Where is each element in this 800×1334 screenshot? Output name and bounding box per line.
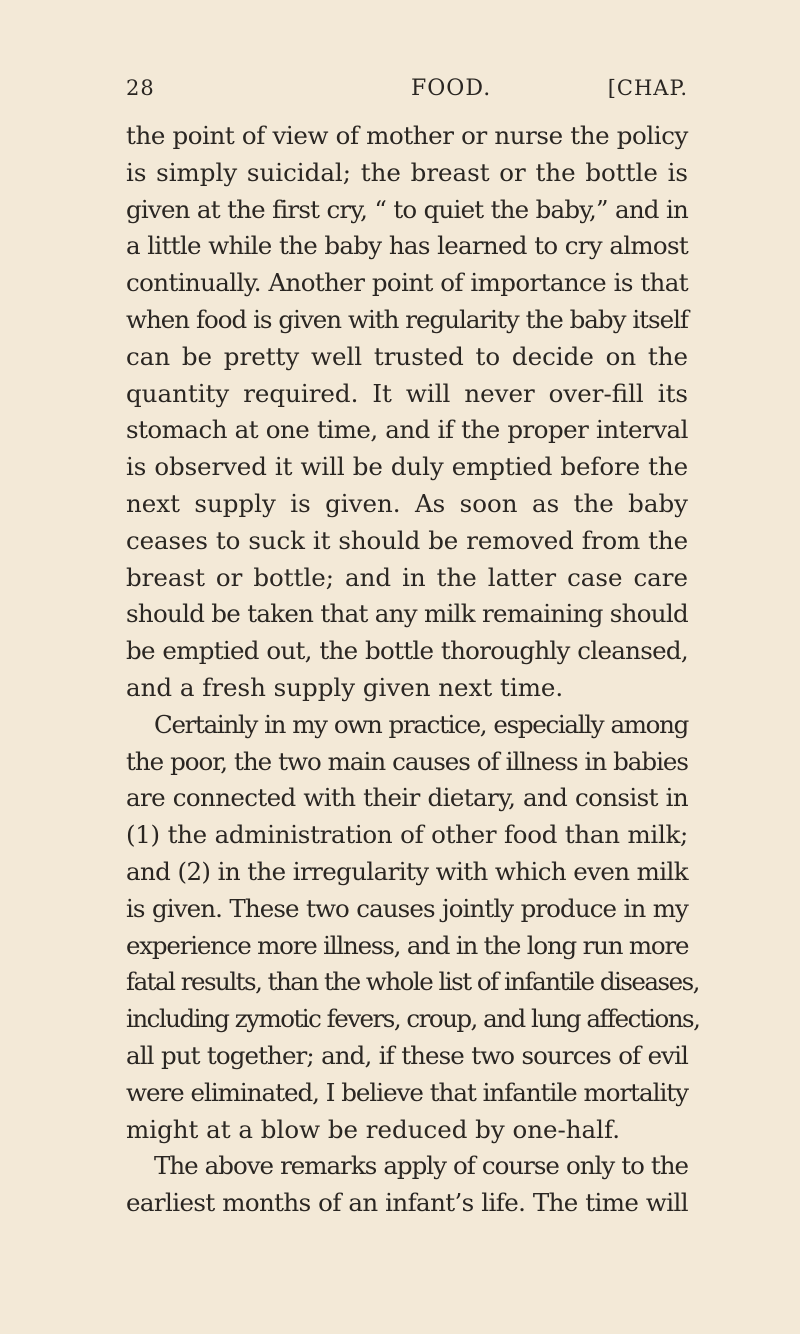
text-line: can be pretty well trusted to decide on the [126, 341, 688, 371]
running-header [126, 76, 688, 110]
text-line: experience more illness, and in the long run more [126, 930, 689, 960]
text-line: given at the first cry, “ to quiet the baby,” and in [126, 194, 688, 224]
body-text [126, 118, 700, 1222]
section-title: FOOD. [411, 76, 492, 101]
text-line: be emptied out, the bottle thoroughly cleansed, [126, 636, 688, 666]
paragraph-start-line: Certainly in my own practice, especially among [154, 709, 688, 739]
paragraph-end-line: might at a blow be reduced by one-half. [126, 1114, 620, 1144]
text-line: including zymotic fevers, croup, and lung affections, [126, 1004, 700, 1034]
text-line: were eliminated, I believe that infantile mortality [126, 1077, 688, 1107]
text-line: is simply suicidal; the breast or the bottle is [126, 157, 688, 187]
text-line: the point of view of mother or nurse the policy [126, 121, 688, 150]
paragraph-end-line: and a fresh supply given next time. [126, 672, 564, 702]
text-line: next supply is given. As soon as the baby [126, 488, 688, 518]
text-line: fatal results, than the whole list of infantile diseases, [126, 967, 699, 997]
text-line: a little while the baby has learned to cry almost [126, 231, 688, 261]
text-line: should be taken that any milk remaining should [126, 599, 688, 629]
text-line: when food is given with regularity the baby itself [126, 304, 688, 334]
text-line: the poor, the two main causes of illness in babies [126, 746, 688, 776]
page-number: 28 [126, 76, 155, 100]
text-line: is observed it will be duly emptied before the [126, 452, 688, 482]
text-line: is given. These two causes jointly produce in my [126, 893, 688, 923]
text-line: earliest months of an infant’s life. The time will [126, 1188, 688, 1218]
text-line: stomach at one time, and if the proper interval [126, 415, 688, 445]
text-line: continually. Another point of importance is that [126, 268, 688, 298]
text-line: and (2) in the irregularity with which even milk [126, 856, 688, 886]
text-line: ceases to suck it should be removed from the [126, 525, 688, 555]
text-line: breast or bottle; and in the latter case care [126, 562, 688, 592]
text-line: all put together; and, if these two sources of evil [126, 1040, 688, 1070]
chapter-mark: [CHAP. [607, 76, 688, 100]
paragraph-start-line: The above remarks apply of course only to the [154, 1151, 688, 1181]
text-line: (1) the administration of other food than milk; [126, 820, 688, 850]
text-line: are connected with their dietary, and consist in [126, 783, 688, 813]
text-line: quantity required. It will never over-fill its [126, 378, 688, 408]
